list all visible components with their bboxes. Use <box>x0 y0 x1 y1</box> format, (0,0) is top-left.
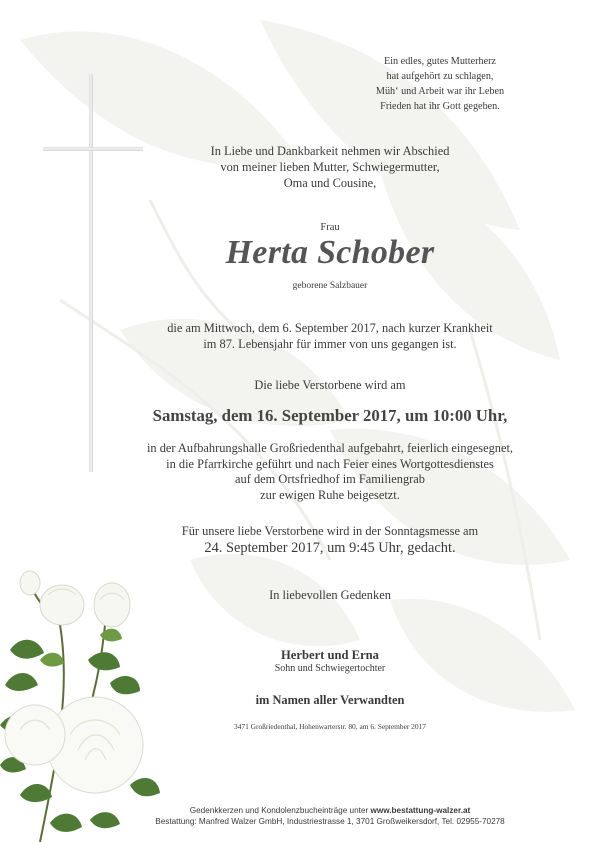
death-notice <box>110 320 550 352</box>
verse-line: Frieden hat ihr Gott gegeben. <box>380 101 500 112</box>
signers-relation: Sohn und Schwiegertochter <box>274 663 386 674</box>
memorial-verse <box>330 54 550 114</box>
deceased-name: Herta Schober <box>225 234 435 271</box>
footer-condolence-line <box>110 806 550 815</box>
ceremony-date: Samstag, dem 16. September 2017, um 10:00 Uhr, <box>152 406 508 425</box>
intro-line: In Liebe und Dankbarkeit nehmen wir Abschied <box>210 144 450 158</box>
death-line: im 87. Lebensjahr für immer von uns gegangen ist. <box>203 337 457 351</box>
footer-funeral-home-address: Bestattung: Manfred Walzer GmbH, Industriestrasse 1, 3701 Großweikersdorf, Tel. 02955-70278 <box>155 817 505 826</box>
farewell-intro <box>130 143 530 191</box>
death-line: die am Mittwoch, dem 6. September 2017, nach kurzer Krankheit <box>167 321 493 335</box>
details-line: in die Pfarrkirche geführt und nach Feier eines Wortgottesdienstes <box>166 456 494 471</box>
birth-name: geborene Salzbauer <box>292 281 368 291</box>
intro-line: von meiner lieben Mutter, Schwiegermutter, <box>220 160 440 174</box>
details-line: auf dem Ortsfriedhof im Familiengrab <box>235 472 425 486</box>
verse-line: Ein edles, gutes Mutterherz <box>383 56 497 67</box>
verse-line: hat aufgehört zu schlagen, <box>386 71 494 82</box>
on-behalf-line: im Namen aller Verwandten <box>255 693 405 707</box>
remembrance-line: In liebevollen Gedenken <box>269 588 391 602</box>
intro-line: Oma und Cousine, <box>283 176 377 190</box>
ceremony-intro: Die liebe Verstorbene wird am <box>254 378 406 392</box>
mass-date: 24. September 2017, um 9:45 Uhr, gedacht. <box>204 540 456 556</box>
signers-names: Herbert und Erna <box>281 648 379 662</box>
details-line: zur ewigen Ruhe beigesetzt. <box>260 487 400 502</box>
funeral-home-website-link[interactable]: www.bestattung-walzer.at <box>370 806 471 815</box>
details-line: in der Aufbahrungshalle Großriedenthal aufgebahrt, feierlich eingesegnet, <box>146 441 514 455</box>
verse-line: Müh‘ und Arbeit war ihr Leben <box>375 86 505 97</box>
title-prefix: Frau <box>320 222 340 233</box>
footer-condolence-text: Gedenkkerzen und Kondolenzbucheinträge unter <box>189 806 371 815</box>
place-and-date: 3471 Großriedenthal, Hohenwarterstr. 80, am 6. September 2017 <box>234 722 426 731</box>
mass-notice: Für unsere liebe Verstorbene wird in der Sonntagsmesse am <box>181 524 479 538</box>
ceremony-details <box>110 441 550 503</box>
